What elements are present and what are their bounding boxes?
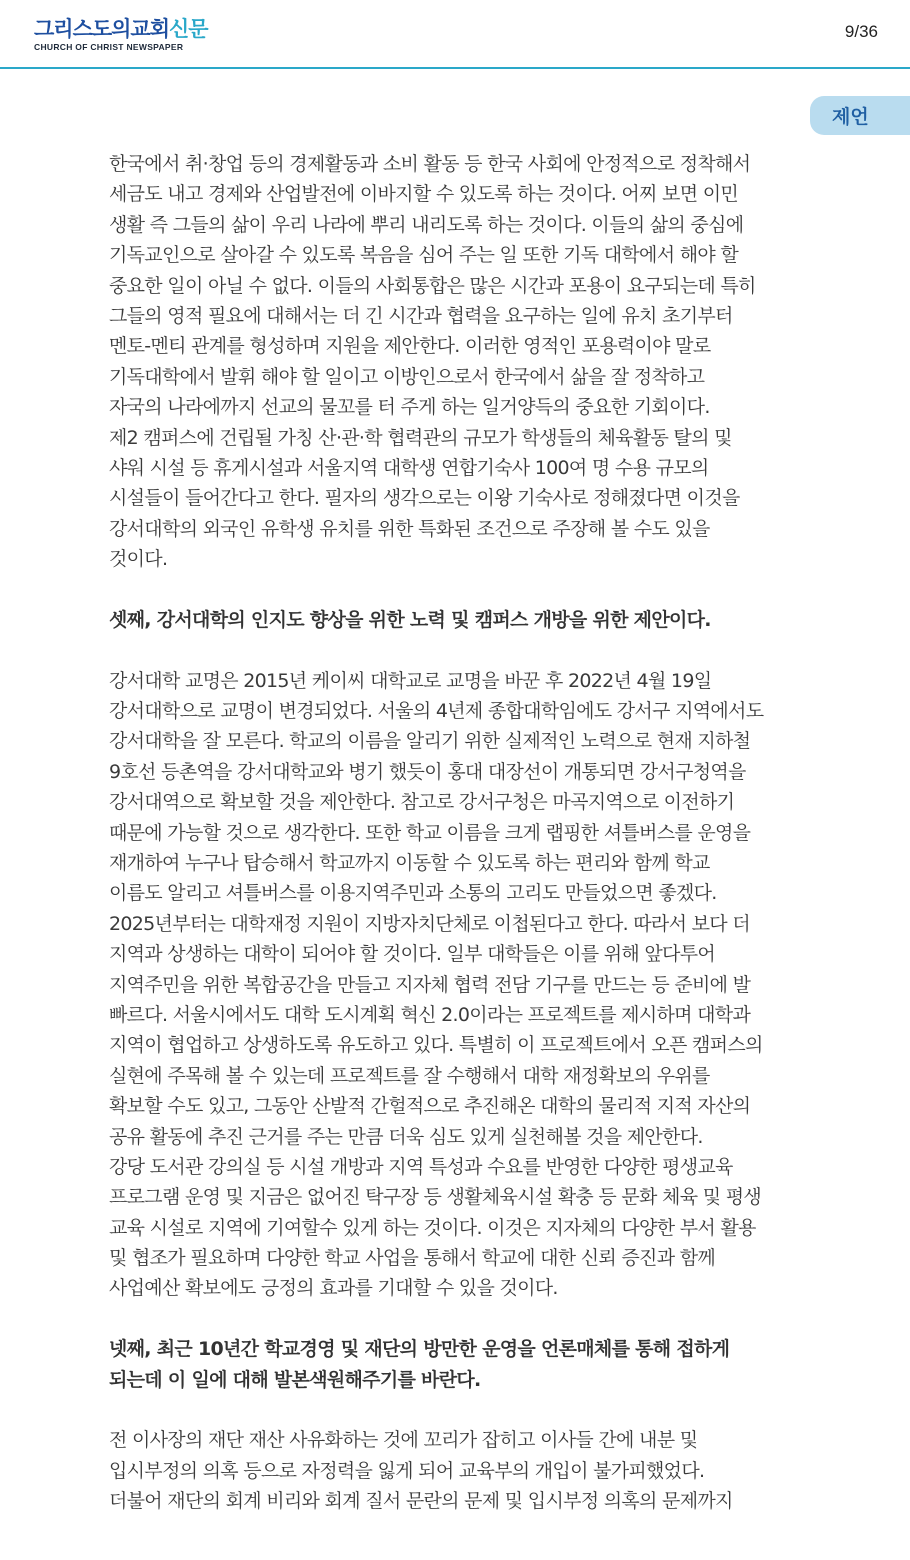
paragraph-gap bbox=[109, 574, 814, 604]
text-line: 및 협조가 필요하며 다양한 학교 사업을 통해서 학교에 대한 신뢰 증진과 함께 bbox=[109, 1247, 716, 1270]
text-line: 확보할 수도 있고, 그동안 산발적 간헐적으로 추진해온 대학의 물리적 지적 자산의 bbox=[109, 1095, 751, 1118]
text-line: 프로그램 운영 및 지금은 없어진 탁구장 등 생활체육시설 확충 등 문화 체육 및 평생 bbox=[109, 1186, 761, 1209]
text-line: 재개하여 누구나 탑승해서 학교까지 이동할 수 있도록 하는 편리와 함께 학교 bbox=[109, 851, 710, 874]
text-line: 생활 즉 그들의 삶이 우리 나라에 뿌리 내리도록 하는 것이다. 이들의 삶의 중심에 bbox=[109, 213, 744, 236]
text-line: 강서대학으로 교명이 변경되었다. 서울의 4년제 종합대학임에도 강서구 지역에서도 bbox=[109, 700, 764, 723]
text-line: 때문에 가능할 것으로 생각한다. 또한 학교 이름을 크게 랩핑한 셔틀버스를 운영을 bbox=[109, 821, 751, 844]
text-line: 그들의 영적 필요에 대해서는 더 긴 시간과 협력을 요구하는 일에 유치 초기부터 bbox=[109, 304, 733, 327]
page-number: 9/36 bbox=[844, 22, 878, 41]
text-line: 중요한 일이 아닐 수 없다. 이들의 사회통합은 많은 시간과 포용이 요구되는데 특히 bbox=[109, 274, 756, 297]
paragraph-3 bbox=[109, 666, 814, 1304]
page-header bbox=[0, 0, 910, 69]
newspaper-logo[interactable] bbox=[34, 18, 208, 52]
text-line: 사업예산 확보에도 긍정의 효과를 기대할 수 있을 것이다. bbox=[109, 1277, 558, 1300]
paragraph-gap bbox=[109, 1304, 814, 1334]
article-body bbox=[109, 149, 814, 1517]
paragraph-gap bbox=[109, 1395, 814, 1425]
text-line: 기독대학에서 발휘 해야 할 일이고 이방인으로서 한국에서 삶을 잘 정착하고 bbox=[109, 365, 705, 388]
text-line: 지역이 협업하고 상생하도록 유도하고 있다. 특별히 이 프로젝트에서 오픈 캠퍼스의 bbox=[109, 1034, 763, 1057]
paragraph-1 bbox=[109, 149, 814, 574]
paragraph-4 bbox=[109, 1425, 814, 1516]
paragraph-gap bbox=[109, 635, 814, 665]
text-line: 제2 캠퍼스에 건립될 가칭 산·관·학 협력관의 규모가 학생들의 체육활동 탈의 및 bbox=[109, 426, 732, 449]
subheading-line: 넷째, 최근 10년간 학교경영 및 재단의 방만한 운영을 언론매체를 통해 접하게 bbox=[109, 1338, 730, 1361]
text-line: 전 이사장의 재단 재산 사유화하는 것에 꼬리가 잡히고 이사들 간에 내분 및 bbox=[109, 1429, 698, 1452]
text-line: 기독교인으로 살아갈 수 있도록 복음을 심어 주는 일 또한 기독 대학에서 해야 할 bbox=[109, 244, 739, 267]
section-label: 제언 bbox=[810, 96, 910, 135]
text-line: 강서대학의 외국인 유학생 유치를 위한 특화된 조건으로 주장해 볼 수도 있을 bbox=[109, 517, 710, 540]
subheading-line: 되는데 이 일에 대해 발본색원해주기를 바란다. bbox=[109, 1368, 481, 1391]
text-line: 샤워 시설 등 휴게시설과 서울지역 대학생 연합기숙사 100여 명 수용 규모의 bbox=[109, 456, 709, 479]
text-line: 한국에서 취·창업 등의 경제활동과 소비 활동 등 한국 사회에 안정적으로 정착해서 bbox=[109, 153, 751, 175]
text-line: 교육 시설로 지역에 기여할수 있게 하는 것이다. 이것은 지자체의 다양한 부서 활용 bbox=[109, 1216, 756, 1239]
text-line: 지역과 상생하는 대학이 되어야 할 것이다. 일부 대학들은 이를 위해 앞다투어 bbox=[109, 943, 716, 966]
subheading-fourth bbox=[109, 1334, 814, 1395]
text-line: 강서대학 교명은 2015년 케이씨 대학교로 교명을 바꾼 후 2022년 4월 19일 bbox=[109, 669, 712, 692]
text-line: 9호선 등촌역을 강서대학교와 병기 했듯이 홍대 대장선이 개통되면 강서구청역을 bbox=[109, 760, 746, 783]
text-line: 입시부정의 의혹 등으로 자정력을 잃게 되어 교육부의 개입이 불가피했었다. bbox=[109, 1459, 705, 1482]
text-line: 공유 활동에 추진 근거를 주는 만큼 더욱 심도 있게 실천해볼 것을 제안한다. bbox=[109, 1125, 703, 1148]
text-line: 더불어 재단의 회계 비리와 회계 질서 문란의 문제 및 입시부정 의혹의 문제까지 bbox=[109, 1490, 733, 1513]
logo-english: CHURCH OF CHRIST NEWSPAPER bbox=[34, 42, 184, 52]
text-line: 빠르다. 서울시에서도 대학 도시계획 혁신 2.0이라는 프로젝트를 제시하며 대학과 bbox=[109, 1003, 751, 1026]
text-line: 실현에 주목해 볼 수 있는데 프로젝트를 잘 수행해서 대학 재정확보의 우위를 bbox=[109, 1064, 710, 1087]
logo-korean: 그리스도의교회신문 bbox=[34, 17, 208, 41]
text-line: 강서대학을 잘 모른다. 학교의 이름을 알리기 위한 실제적인 노력으로 현재 지하철 bbox=[109, 730, 751, 753]
text-line: 지역주민을 위한 복합공간을 만들고 지자체 협력 전담 기구를 만드는 등 준비에 발 bbox=[109, 973, 751, 996]
text-line: 강당 도서관 강의실 등 시설 개방과 지역 특성과 수요를 반영한 다양한 평생교육 bbox=[109, 1155, 733, 1178]
text-line: 시설들이 들어간다고 한다. 필자의 생각으로는 이왕 기숙사로 정해졌다면 이것을 bbox=[109, 487, 740, 510]
text-line: 것이다. bbox=[109, 548, 168, 571]
subheading-third: 셋째, 강서대학의 인지도 향상을 위한 노력 및 캠퍼스 개방을 위한 제안이다. bbox=[109, 608, 711, 631]
text-line: 멘토-멘티 관계를 형성하며 지원을 제안한다. 이러한 영적인 포용력이야 말로 bbox=[109, 335, 711, 358]
text-line: 이름도 알리고 셔틀버스를 이용지역주민과 소통의 고리도 만들었으면 좋겠다. bbox=[109, 882, 717, 905]
text-line: 강서대역으로 확보할 것을 제안한다. 참고로 강서구청은 마곡지역으로 이전하기 bbox=[109, 791, 735, 814]
text-line: 자국의 나라에까지 선교의 물꼬를 터 주게 하는 일거양득의 중요한 기회이다. bbox=[109, 396, 710, 419]
text-line: 세금도 내고 경제와 산업발전에 이바지할 수 있도록 하는 것이다. 어찌 보면 이민 bbox=[109, 183, 739, 206]
text-line: 2025년부터는 대학재정 지원이 지방자치단체로 이첩된다고 한다. 따라서 보다 더 bbox=[109, 912, 750, 935]
